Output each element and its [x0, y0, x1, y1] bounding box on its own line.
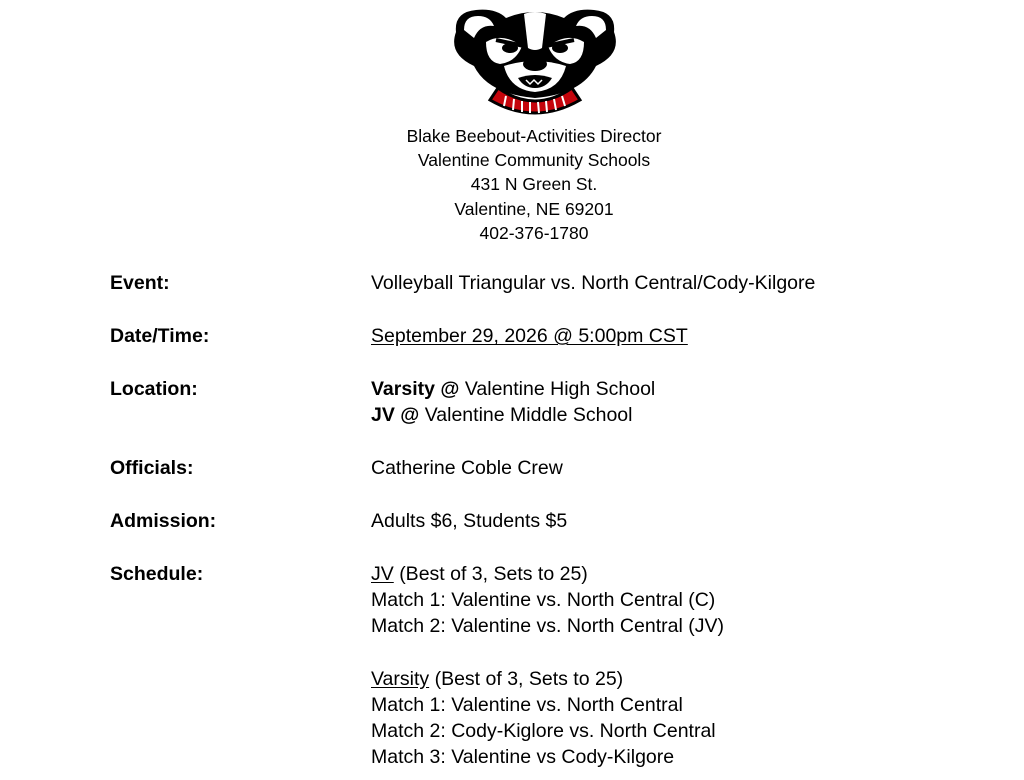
datetime-label: Date/Time:	[110, 325, 210, 347]
varsity-schedule-format: (Best of 3, Sets to 25)	[434, 667, 624, 690]
jv-match: Match 2: Valentine vs. North Central (JV)	[371, 615, 724, 638]
event-value: Volleyball Triangular vs. North Central/Cody-Kilgore	[371, 272, 816, 294]
street-address: 431 N Green St.	[470, 174, 598, 195]
letterhead	[0, 124, 1024, 245]
jv-schedule-heading	[371, 561, 724, 587]
varsity-schedule-heading	[371, 666, 724, 692]
event-label: Event:	[110, 272, 170, 294]
varsity-schedule-title: Varsity	[371, 667, 430, 690]
jv-match: Match 1: Valentine vs. North Central (C)	[371, 589, 716, 612]
admission-label: Admission:	[110, 510, 217, 532]
jv-schedule-title: JV	[371, 563, 394, 585]
officials-value: Catherine Coble Crew	[371, 457, 563, 479]
varsity-match: Match 3: Valentine vs Cody-Kilgore	[371, 746, 675, 769]
city-state-zip: Valentine, NE 69201	[454, 198, 614, 219]
location-label: Location:	[110, 378, 198, 400]
director-line: Blake Beebout-Activities Director	[406, 126, 662, 146]
datetime-value: September 29, 2026 @ 5:00pm CST	[371, 325, 688, 347]
varsity-match: Match 2: Cody-Kiglore vs. North Central	[371, 720, 716, 743]
jv-location-prefix: JV @	[371, 404, 420, 427]
jv-location-line	[371, 402, 655, 428]
schedule-label: Schedule:	[110, 563, 204, 585]
schedule-value	[371, 561, 724, 771]
jv-schedule-format: (Best of 3, Sets to 25)	[399, 563, 588, 585]
varsity-location-venue: Valentine High School	[464, 378, 656, 400]
badger-mascot-icon	[446, 2, 624, 116]
admission-value: Adults $6, Students $5	[371, 510, 568, 532]
varsity-location-prefix: Varsity @	[371, 378, 460, 400]
jv-location-venue: Valentine Middle School	[424, 404, 633, 427]
officials-label: Officials:	[110, 457, 194, 479]
phone-number: 402-376-1780	[479, 222, 589, 243]
varsity-location-line	[371, 376, 655, 402]
varsity-match: Match 1: Valentine vs. North Central	[371, 694, 683, 716]
school-name: Valentine Community Schools	[417, 150, 651, 171]
location-value	[371, 376, 655, 428]
